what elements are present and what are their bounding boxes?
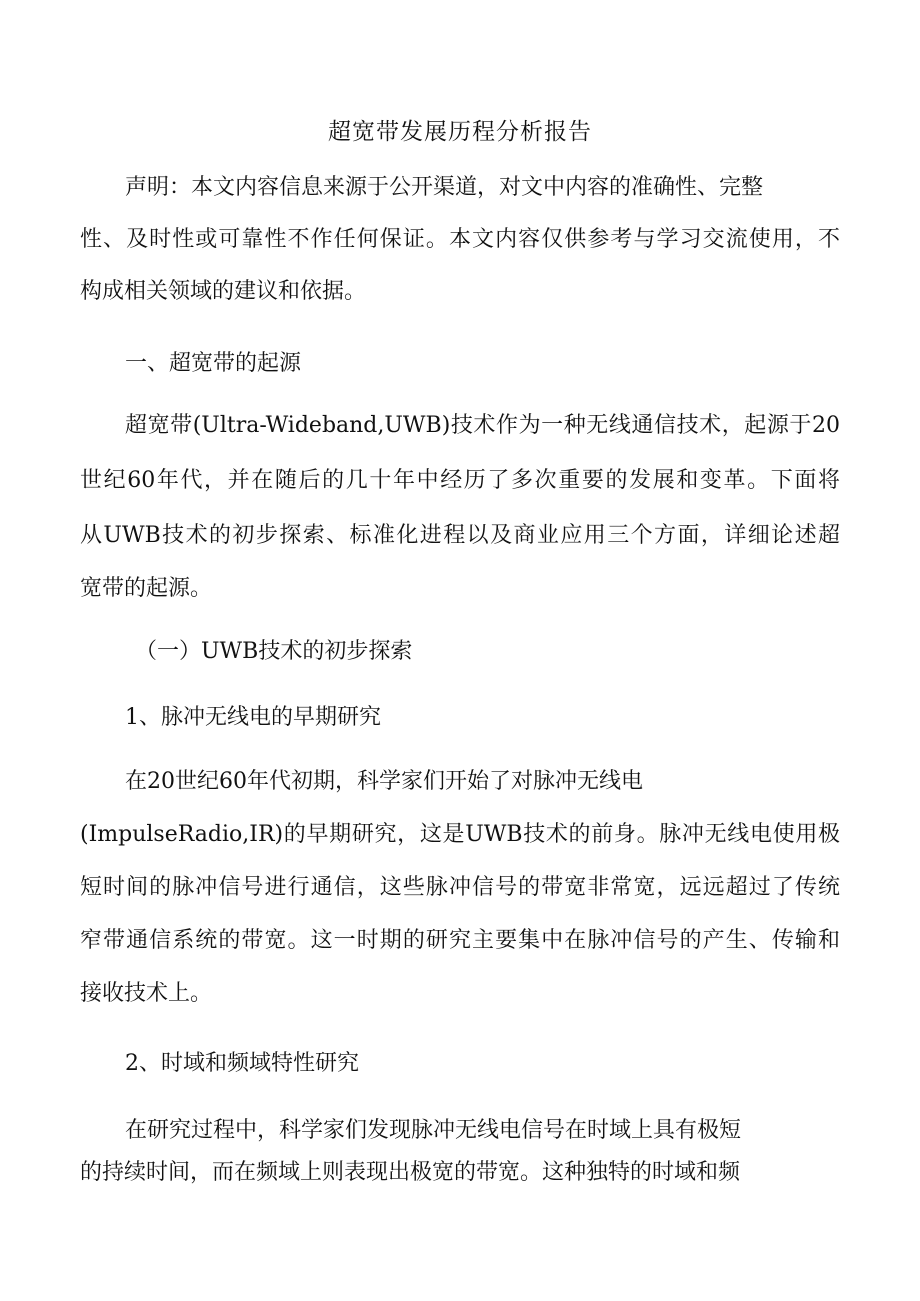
disclaimer-line: 性、及时性或可靠性不作任何保证。本文内容仅供参考与学习交流使用，不	[80, 227, 840, 252]
paragraph-line: 在20世纪60年代初期，科学家们开始了对脉冲无线电	[125, 769, 643, 794]
subsection-heading: （一）UWB技术的初步探索	[135, 639, 413, 664]
paragraph-line: 超宽带(Ultra-Wideband,UWB)技术作为一种无线通信技术，起源于20	[125, 413, 840, 438]
paragraph-line: 接收技术上。	[80, 981, 213, 1006]
paragraph-line: 从UWB技术的初步探索、标准化进程以及商业应用三个方面，详细论述超	[80, 523, 840, 548]
item-heading: 1、脉冲无线电的早期研究	[125, 705, 381, 730]
section-heading: 一、超宽带的起源	[125, 351, 302, 376]
paragraph-line: (ImpulseRadio,IR)的早期研究，这是UWB技术的前身。脉冲无线电使用极	[80, 822, 840, 847]
paragraph-line: 窄带通信系统的带宽。这一时期的研究主要集中在脉冲信号的产生、传输和	[80, 928, 840, 953]
paragraph-line: 短时间的脉冲信号进行通信，这些脉冲信号的带宽非常宽，远远超过了传统	[80, 875, 840, 900]
paragraph-line: 在研究过程中，科学家们发现脉冲无线电信号在时域上具有极短	[125, 1118, 742, 1143]
disclaimer-line: 构成相关领域的建议和依据。	[80, 279, 367, 304]
disclaimer-line: 声明：本文内容信息来源于公开渠道，对文中内容的准确性、完整	[125, 175, 764, 200]
document-title: 超宽带发展历程分析报告	[328, 119, 592, 145]
paragraph-line: 宽带的起源。	[80, 576, 213, 601]
paragraph-line: 的持续时间，而在频域上则表现出极宽的带宽。这种独特的时域和频	[80, 1160, 741, 1185]
paragraph-line: 世纪60年代，并在随后的几十年中经历了多次重要的发展和变革。下面将	[80, 468, 840, 493]
item-heading: 2、时域和频域特性研究	[125, 1051, 359, 1076]
